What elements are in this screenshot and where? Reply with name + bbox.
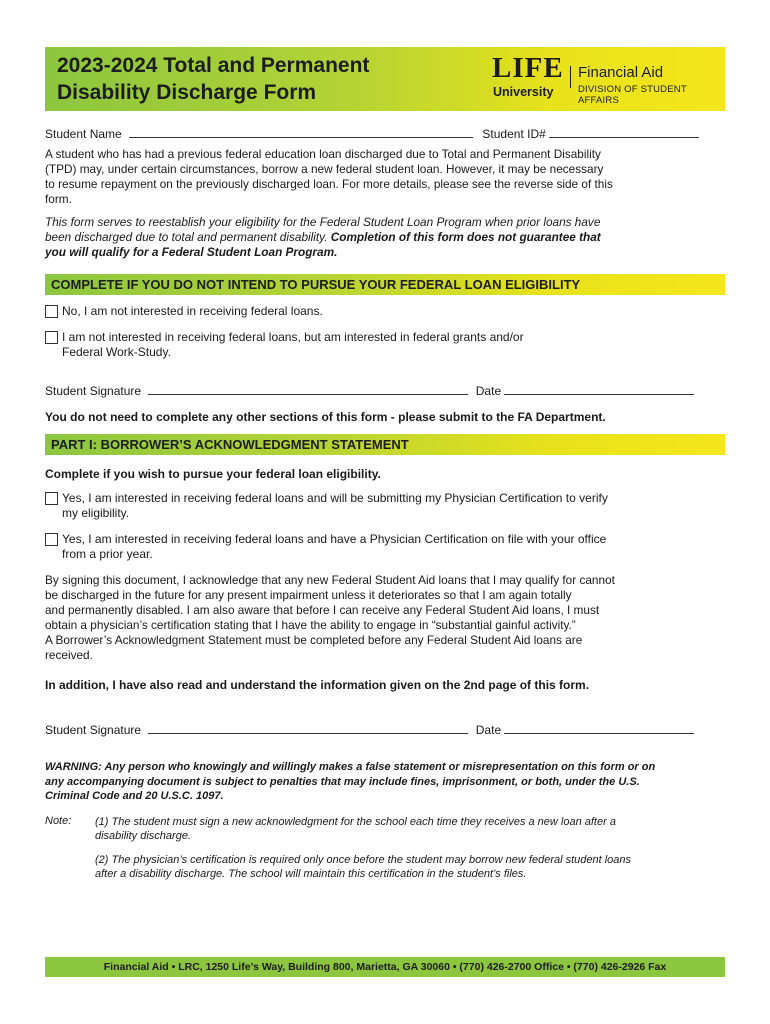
- warning-line: WARNING: Any person who knowingly and willingly makes a false statement or misrepresentation on this form or on: [45, 761, 656, 773]
- warning-line: any accompanying document is subject to penalties that may include fines, imprisonment, or both, under the U.S.: [45, 775, 640, 788]
- option-line: my eligibility.: [62, 506, 130, 520]
- signature-field-opt-out[interactable]: [148, 383, 468, 395]
- note-line: (1) The student must sign a new acknowledgment for the school each time they receives a new loan after a: [95, 816, 616, 828]
- checkbox-no-federal-loans[interactable]: [45, 305, 58, 318]
- logo-university: University: [493, 85, 554, 99]
- footer-band: [45, 957, 725, 977]
- date-label: Date: [475, 384, 502, 398]
- form-title-line1: 2023-2024 Total and Permanent: [57, 54, 370, 77]
- section-opt-out-title: COMPLETE IF YOU DO NOT INTEND TO PURSUE YOUR FEDERAL LOAN ELIGIBILITY: [51, 277, 581, 292]
- intro-line: A student who has had a previous federal education loan discharged due to Total and Permanent Disability: [45, 147, 601, 161]
- signature-label: Student Signature: [45, 723, 142, 737]
- logo-life: LIFE: [492, 52, 564, 84]
- section-part1-header: [45, 434, 725, 455]
- intro-line: form.: [45, 192, 72, 206]
- opt-out-notice: You do not need to complete any other sections of this form - please submit to the FA Department.: [45, 410, 606, 424]
- ack-line: By signing this document, I acknowledge that any new Federal Student Aid loans that I may qualify for cannot: [45, 573, 615, 587]
- note-line: after a disability discharge. The school will maintain this certification in the student’s files.: [95, 868, 527, 880]
- student-info-row: [45, 126, 727, 142]
- checkbox-submit-physician-cert[interactable]: [45, 492, 58, 505]
- student-id-field[interactable]: [549, 126, 699, 138]
- note-line: disability discharge.: [95, 830, 191, 842]
- option-submit-physician-cert-label: [62, 491, 727, 521]
- option-cert-on-file-label: [62, 532, 727, 562]
- option-line: Yes, I am interested in receiving federal loans and have a Physician Certification on file with your office: [62, 532, 607, 546]
- signature-row-part1: [45, 722, 694, 738]
- life-university-logo: [492, 52, 722, 106]
- option-line: Federal Work-Study.: [62, 345, 171, 359]
- signature-field-part1[interactable]: [148, 722, 468, 734]
- note-1: [95, 815, 715, 843]
- part1-subtitle: Complete if you wish to pursue your federal loan eligibility.: [45, 467, 381, 481]
- student-id-label: Student ID#: [482, 127, 546, 141]
- logo-financial-aid: Financial Aid: [578, 64, 664, 81]
- date-label: Date: [475, 723, 502, 737]
- acknowledgment-paragraph: [45, 573, 727, 663]
- ack-line: be discharged in the future for any present impairment unless it deteriorates so that I am again totally: [45, 588, 572, 602]
- eligibility-text: been discharged due to total and permanent disability.: [45, 230, 331, 244]
- note-line: (2) The physician’s certification is required only once before the student may borrow new federal student loans: [95, 854, 632, 866]
- student-name-field[interactable]: [129, 126, 473, 138]
- option-line: Yes, I am interested in receiving federal loans and will be submitting my Physician Certification to verify: [62, 491, 608, 505]
- checkbox-cert-on-file[interactable]: [45, 533, 58, 546]
- date-field-opt-out[interactable]: [504, 383, 694, 395]
- signature-label: Student Signature: [45, 384, 142, 398]
- date-field-part1[interactable]: [504, 722, 694, 734]
- section-part1-title: PART I: BORROWER’S ACKNOWLEDGMENT STATEMENT: [51, 437, 409, 452]
- warning-line: Criminal Code and 20 U.S.C. 1097.: [45, 790, 224, 802]
- intro-paragraph: [45, 147, 727, 207]
- guarantee-line: you will qualify for a Federal Student Loan Program.: [45, 245, 338, 259]
- intro-line: to resume repayment on the previously discharged loan. For more details, please see the reverse side of this: [45, 177, 613, 191]
- second-page-acknowledgment: In addition, I have also read and understand the information given on the 2nd page of this form.: [45, 678, 590, 692]
- eligibility-line: [45, 230, 727, 245]
- logo-division: DIVISION OF STUDENT AFFAIRS: [578, 84, 687, 106]
- warning-paragraph: [45, 760, 727, 804]
- ack-line: received.: [45, 648, 93, 662]
- note-label: Note:: [45, 815, 72, 827]
- option-grants-work-study-label: [62, 330, 524, 360]
- form-title-line2: Disability Discharge Form: [57, 81, 317, 104]
- student-name-label: Student Name: [45, 127, 122, 141]
- note-2: [95, 853, 715, 881]
- option-no-federal-loans-label: No, I am not interested in receiving federal loans.: [62, 304, 323, 318]
- checkbox-grants-work-study[interactable]: [45, 331, 58, 344]
- eligibility-line: This form serves to reestablish your eligibility for the Federal Student Loan Program when prior loans have: [45, 215, 601, 229]
- ack-line: obtain a physician’s certification stating that I have the ability to engage in “substantial gainful activity.”: [45, 618, 576, 632]
- form-title: [57, 52, 477, 106]
- intro-line: (TPD) may, under certain circumstances, borrow a new federal student loan. However, it may be necessary: [45, 162, 604, 176]
- option-line: I am not interested in receiving federal loans, but am interested in federal grants and/or: [62, 330, 524, 344]
- section-opt-out-header: [45, 274, 725, 295]
- guarantee-text: Completion of this form does not guarantee that: [330, 230, 601, 244]
- signature-row-opt-out: [45, 383, 694, 399]
- eligibility-paragraph: [45, 215, 727, 260]
- option-line: from a prior year.: [62, 547, 153, 561]
- ack-line: A Borrower’s Acknowledgment Statement must be completed before any Federal Student Aid loans are: [45, 633, 583, 647]
- footer-contact: Financial Aid • LRC, 1250 Life’s Way, Building 800, Marietta, GA 30060 • (770) 426-2700 Office • (770) 426-2926 Fax: [103, 961, 667, 973]
- ack-line: and permanently disabled. I am also aware that before I can receive any Federal Student Aid loans, I must: [45, 603, 600, 617]
- logo-divider: [570, 66, 571, 88]
